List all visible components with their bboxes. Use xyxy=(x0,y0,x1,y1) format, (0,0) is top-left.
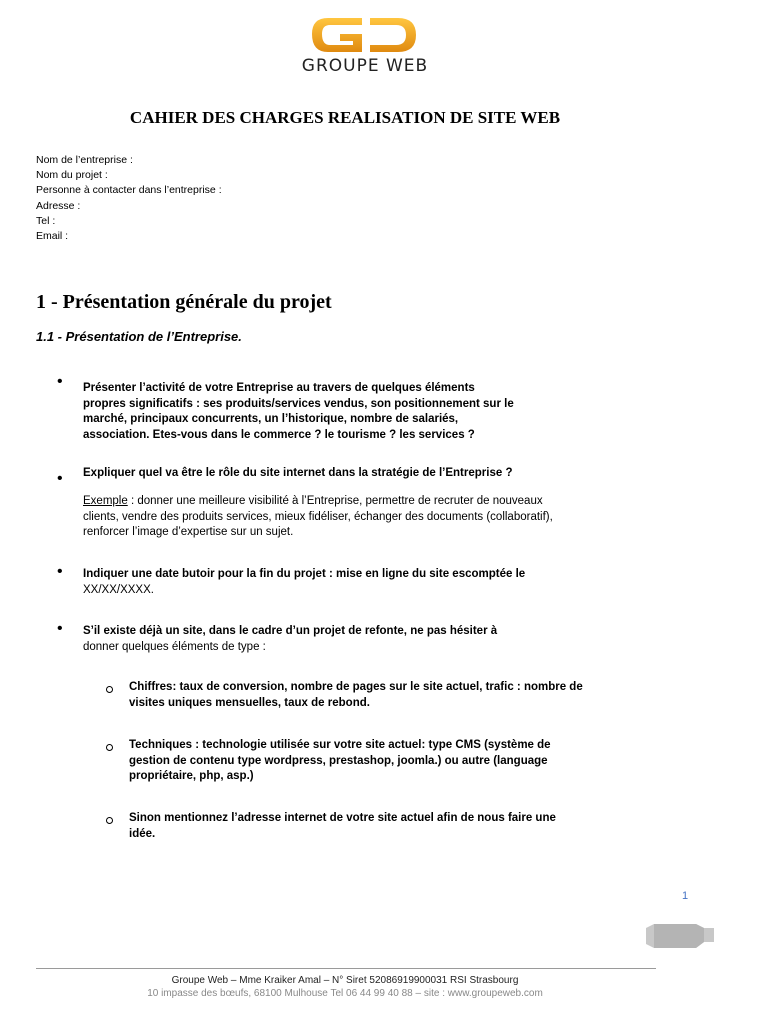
circle-bullet-icon xyxy=(106,744,113,751)
decorative-ribbon xyxy=(646,922,714,955)
logo-text: GROUPE WEB xyxy=(301,56,429,76)
field-contact-person: Personne à contacter dans l’entreprise : xyxy=(36,184,222,197)
subbullet-text-figures: Chiffres: taux de conversion, nombre de pages sur le site actuel, trafic : nombre de visites uniques mensuelles, taux de rebond. xyxy=(129,681,583,709)
document-title: CAHIER DES CHARGES REALISATION DE SITE WEB xyxy=(129,108,561,127)
subbullet-text-technical: Techniques : technologie utilisée sur votre site actuel: type CMS (système de gestion de contenu type wordpress, prestashop, joomla.) ou autre (language propriétaire, php, asp.) xyxy=(129,739,551,782)
bullet-icon: • xyxy=(57,620,63,637)
gd-logo-mark xyxy=(270,12,460,58)
page-number: 1 xyxy=(682,890,689,902)
field-tel: Tel : xyxy=(36,214,56,227)
example-text: Exemple : donner une meilleure visibilité à l’Entreprise, permettre de recruter de nouveaux clients, vendre des produits services, mieux fidéliser, échanger des documents (collaboratif), renforcer l’image d’expertise sur un sujet. xyxy=(83,495,553,538)
field-email: Email : xyxy=(36,230,69,243)
bullet-text-deadline: Indiquer une date butoir pour la fin du projet : mise en ligne du site escomptée le XX/XX/XXXX. xyxy=(83,568,526,596)
bullet-icon: • xyxy=(57,373,63,390)
bullet-text-activity: Présenter l’activité de votre Entreprise au travers de quelques éléments propres significatifs : ses produits/services vendus, son positionnement sur le marché, principaux concurrents, un l’historique, nombre de salariés, association. Etes-vous dans le commerce ? le tourisme ? les services ? xyxy=(83,382,514,441)
bullet-icon: • xyxy=(57,470,63,487)
footer-divider xyxy=(36,968,656,969)
example-label: Exemple xyxy=(83,495,128,507)
field-project-name: Nom du projet : xyxy=(36,169,108,182)
circle-bullet-icon xyxy=(106,686,113,693)
subbullet-text-address: Sinon mentionnez l’adresse internet de votre site actuel afin de nous faire une idée. xyxy=(129,812,556,840)
section-heading: 1 - Présentation générale du projet xyxy=(36,291,332,313)
bullet-icon: • xyxy=(57,563,63,580)
bullet-text-role: Expliquer quel va être le rôle du site internet dans la stratégie de l’Entreprise ? xyxy=(83,467,513,479)
field-address: Adresse : xyxy=(36,199,81,212)
circle-bullet-icon xyxy=(106,817,113,824)
footer-company-info: Groupe Web – Mme Kraiker Amal – N° Siret 52086919900031 RSI Strasbourg xyxy=(171,975,519,986)
company-fields xyxy=(36,153,222,244)
company-logo xyxy=(270,12,460,78)
footer-contact-info: 10 impasse des bœufs, 68100 Mulhouse Tel 06 44 99 40 88 – site : www.groupeweb.com xyxy=(147,988,543,999)
field-company-name: Nom de l’entreprise : xyxy=(36,154,133,166)
bullet-text-redesign: S’il existe déjà un site, dans le cadre d’un projet de refonte, ne pas hésiter à donner quelques éléments de type : xyxy=(83,625,498,653)
subsection-heading: 1.1 - Présentation de l’Entreprise. xyxy=(36,329,242,344)
